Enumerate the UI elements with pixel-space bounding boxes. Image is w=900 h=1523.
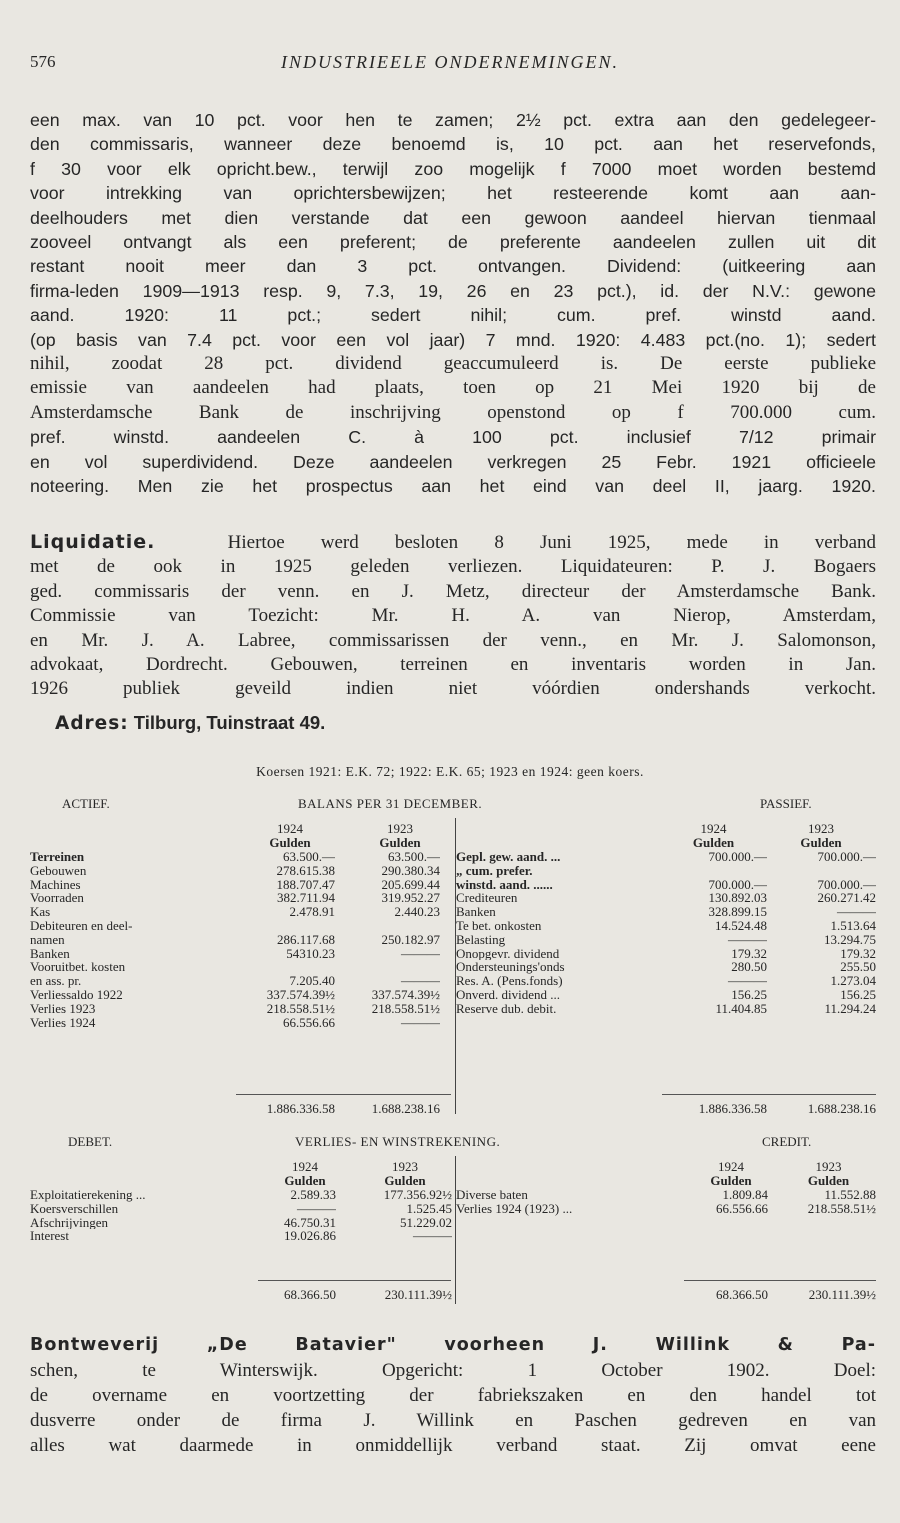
row-label: Interest	[30, 1229, 69, 1244]
text-line: noteering. Men zie het prospectus aan het eind van deel II, jaarg. 1920.	[30, 476, 876, 497]
text-line: en Mr. J. A. Labree, commissarissen der venn., en Mr. J. Salomonson,	[30, 629, 876, 651]
row-label: Machines	[30, 877, 81, 892]
row-value: 280.50	[731, 960, 767, 975]
row-value: 11.294.24	[824, 1001, 876, 1016]
total-credit-1924: 68.366.50	[716, 1287, 768, 1302]
page-header	[30, 52, 870, 78]
text-line: den commissaris, wanneer deze benoemd is, 10 pct. aan het reservefonds,	[30, 134, 876, 155]
year-header: 1924	[718, 1159, 744, 1174]
balans-actief-column	[30, 822, 456, 1029]
text-line: de overname en voortzetting der fabriekszaken en den handel tot	[30, 1385, 876, 1406]
row-label: Exploitatierekening ...	[30, 1188, 146, 1202]
row-value: 700.000.—	[708, 850, 767, 864]
company-heading: Bontweverij „De Batavier" voorheen J. Willink & Pa-	[30, 1335, 876, 1355]
row-label: Verlies 1924 (1923) ...	[456, 1201, 573, 1216]
row-label: Banken	[456, 905, 496, 919]
row-label: Diverse baten	[456, 1188, 528, 1202]
unit-header: Gulden	[800, 835, 842, 850]
row-value: 255.50	[840, 960, 876, 975]
table-row	[456, 905, 876, 919]
table-row	[30, 974, 456, 988]
table-row	[30, 919, 456, 933]
year-header: 1923	[815, 1159, 842, 1174]
unit-header: Gulden	[384, 1173, 426, 1188]
row-value: 337.574.39½	[371, 987, 440, 1002]
unit-header: Gulden	[807, 1173, 850, 1188]
row-value: 1.809.84	[722, 1188, 768, 1202]
row-label: Debiteuren en deel-	[30, 918, 133, 933]
row-label: Koersverschillen	[30, 1201, 119, 1216]
balans-title: BALANS PER 31 DECEMBER.	[298, 796, 483, 811]
row-label: Reserve dub. debit.	[456, 1001, 557, 1016]
row-label: Vooruitbet. kosten	[30, 960, 126, 975]
table-row	[456, 878, 876, 892]
table-row	[30, 960, 456, 974]
text-line: 1926 publiek geveild indien niet vóórdien ondershands verkocht.	[30, 678, 876, 700]
table-row	[456, 1002, 876, 1016]
row-label: „ cum. prefer.	[456, 863, 533, 878]
wv-right-title: CREDIT.	[762, 1134, 812, 1149]
row-value: 700.000.—	[817, 877, 876, 892]
table-row	[30, 891, 456, 905]
row-value: 66.556.66	[716, 1201, 768, 1216]
row-label: Ondersteunings'onds	[456, 960, 565, 975]
balans-divider	[455, 818, 456, 1114]
koersen-line: Koersen 1921: E.K. 72; 1922: E.K. 65; 1923 en 1924: geen koers.	[256, 764, 644, 779]
running-title: INDUSTRIEELE ONDERNEMINGEN.	[281, 52, 619, 72]
wv-left-title: DEBET.	[68, 1134, 113, 1149]
row-value: 156.25	[840, 987, 876, 1002]
text-line: pref. winstd. aandeelen C. à 100 pct. inclusief 7/12 primair	[30, 427, 876, 448]
row-value: 14.524.48	[715, 918, 767, 933]
row-label: Te bet. onkosten	[456, 918, 542, 933]
table-row	[456, 974, 876, 988]
text-line: deelhouders met dien verstande dat een gewoon aandeel hiervan tienmaal	[30, 207, 876, 228]
row-value: 2.589.33	[290, 1188, 336, 1202]
text-line: zooveel ontvangt als een preferent; de preferente aandeelen zullen uit dit	[30, 232, 876, 253]
row-value: ———	[837, 905, 876, 919]
credit-rows	[456, 1188, 876, 1216]
row-value: 130.892.03	[708, 891, 767, 906]
table-row	[456, 919, 876, 933]
row-value: 205.699.44	[381, 877, 440, 892]
year-header: 1923	[392, 1159, 418, 1174]
row-value: 260.271.42	[817, 891, 876, 906]
table-row	[30, 1202, 456, 1216]
row-value: 700.000.—	[817, 850, 876, 864]
text-line: alles wat daarmede in onmiddellijk verband staat. Zij omvat eene	[30, 1435, 876, 1456]
row-value: 1.273.04	[830, 974, 876, 988]
table-row	[456, 1202, 876, 1216]
table-row	[30, 1016, 456, 1030]
text-line	[30, 530, 876, 555]
table-row	[30, 1002, 456, 1016]
text-line: met de ook in 1925 geleden verliezen. Liquidateuren: P. J. Bogaers	[30, 556, 876, 578]
table-row	[456, 988, 876, 1002]
paragraph-dividend	[30, 108, 876, 499]
total-rule	[684, 1280, 876, 1281]
row-value: 51.229.02	[400, 1215, 452, 1230]
table-row	[30, 1188, 456, 1202]
table-row	[456, 1188, 876, 1202]
row-label: Afschrijvingen	[30, 1215, 108, 1230]
row-value: 290.380.34	[381, 863, 440, 878]
liquidatie-text: Hiertoe werd besloten 8 Juni 1925, mede in verband	[227, 532, 877, 553]
row-label: winstd. aand. ......	[456, 877, 553, 892]
text-line: restant nooit meer dan 3 pct. ontvangen. Dividend: (uitkeering aan	[30, 256, 876, 277]
table-row	[456, 864, 876, 878]
row-label: Res. A. (Pens.fonds)	[456, 974, 563, 988]
total-debet-1923: 230.111.39½	[384, 1287, 452, 1302]
balans-passief-column	[456, 822, 876, 1016]
total-debet-1924: 68.366.50	[284, 1287, 336, 1302]
address-line	[55, 712, 325, 734]
table-row	[30, 947, 456, 961]
row-value: 46.750.31	[284, 1215, 336, 1230]
row-value: 319.952.27	[381, 891, 440, 906]
row-label: Voorraden	[30, 891, 84, 906]
table-row	[30, 988, 456, 1002]
total-passief-1923: 1.688.238.16	[807, 1101, 876, 1116]
row-value: 382.711.94	[276, 891, 335, 906]
row-value: 66.556.66	[283, 1015, 335, 1030]
total-actief-1923: 1.688.238.16	[371, 1101, 440, 1116]
text-line: en vol superdividend. Deze aandeelen verkregen 25 Febr. 1921 officieele	[30, 451, 876, 472]
table-row	[456, 960, 876, 974]
row-value: 11.404.85	[715, 1001, 767, 1016]
row-value: 156.25	[731, 987, 767, 1002]
year-header: 1924	[700, 821, 727, 836]
row-value: 218.558.51½	[266, 1001, 335, 1016]
text-line: nihil, zoodat 28 pct. dividend geaccumuleerd is. De eerste publieke	[30, 353, 876, 375]
row-value: 63.500.—	[388, 850, 440, 864]
text-line: advokaat, Dordrecht. Gebouwen, terreinen en inventaris worden in Jan.	[30, 654, 876, 676]
text-line: Commissie van Toezicht: Mr. H. A. van Nierop, Amsterdam,	[30, 605, 876, 627]
row-value: ———	[401, 1015, 440, 1030]
row-value: ———	[728, 974, 767, 988]
total-rule	[662, 1094, 876, 1095]
row-value: 7.205.40	[289, 974, 335, 988]
unit-header: Gulden	[379, 835, 421, 850]
debet-rows	[30, 1188, 456, 1243]
row-value: 11.552.88	[824, 1188, 876, 1202]
row-value: 2.478.91	[289, 905, 335, 919]
paragraph-next-company	[30, 1333, 876, 1458]
table-row	[456, 850, 876, 864]
table-row	[30, 933, 456, 947]
row-value: 19.026.86	[284, 1229, 336, 1244]
total-passief-1924: 1.886.336.58	[698, 1101, 767, 1116]
address-value: Tilburg, Tuinstraat 49.	[133, 712, 326, 733]
paragraph-liquidatie	[30, 530, 876, 702]
table-row	[456, 891, 876, 905]
row-value: ———	[297, 1201, 336, 1216]
table-row	[30, 878, 456, 892]
row-value: 177.356.92½	[383, 1188, 452, 1202]
row-label: Gepl. gew. aand. ...	[456, 850, 561, 864]
row-value: 1.513.64	[830, 918, 876, 933]
actief-rows	[30, 850, 456, 1029]
table-row	[456, 933, 876, 947]
row-label: Gebouwen	[30, 863, 87, 878]
page-number: 576	[30, 52, 56, 71]
row-label: namen	[30, 932, 65, 947]
row-value: 278.615.38	[276, 863, 335, 878]
row-value: 54310.23	[286, 946, 335, 961]
row-value: 179.32	[731, 946, 767, 961]
table-row	[30, 1216, 456, 1230]
balans-left-title: ACTIEF.	[62, 796, 110, 811]
row-label: Onopgevr. dividend	[456, 946, 560, 961]
text-line: dusverre onder de firma J. Willink en Paschen gedreven en van	[30, 1410, 876, 1431]
address-label: Adres:	[55, 713, 129, 734]
text-line: een max. van 10 pct. voor hen te zamen; 2½ pct. extra aan den gedelegeer-	[30, 110, 876, 130]
unit-header: Gulden	[692, 835, 735, 850]
text-line: (op basis van 7.4 pct. voor een vol jaar) 7 mnd. 1920: 4.483 pct.(no. 1); sedert	[30, 329, 876, 350]
row-label: Kas	[30, 905, 51, 919]
year-header: 1924	[292, 1159, 318, 1174]
liquidatie-heading: Liquidatie.	[30, 531, 156, 553]
row-label: Belasting	[456, 932, 506, 947]
row-value: 13.294.75	[824, 932, 876, 947]
row-label: en ass. pr.	[30, 974, 82, 988]
text-line: firma-leden 1909—1913 resp. 9, 7.3, 19, 26 en 23 pct.), id. der N.V.: gewone	[30, 280, 876, 301]
text-line: ged. commissaris der venn. en J. Metz, directeur der Amsterdamsche Bank.	[30, 580, 876, 602]
text-line: schen, te Winterswijk. Opgericht: 1 October 1902. Doel:	[30, 1360, 876, 1381]
total-rule	[236, 1094, 451, 1095]
table-row	[30, 905, 456, 919]
table-row	[30, 850, 456, 864]
row-value: 700.000.—	[708, 877, 767, 892]
balans-right-title: PASSIEF.	[760, 796, 812, 811]
row-value: 63.500.—	[283, 850, 335, 864]
row-value: 218.558.51½	[807, 1201, 876, 1216]
wv-title: VERLIES- EN WINSTREKENING.	[295, 1134, 501, 1149]
row-label: Terreinen	[30, 850, 85, 864]
text-line: f 30 voor elk opricht.bew., terwijl zoo mogelijk f 7000 moet worden bestemd	[30, 158, 876, 179]
row-label: Verliessaldo 1922	[30, 987, 123, 1002]
row-value: ———	[413, 1229, 452, 1244]
table-row	[30, 864, 456, 878]
unit-header: Gulden	[284, 1173, 326, 1188]
wv-credit-column	[456, 1160, 876, 1216]
row-value: 179.32	[840, 946, 876, 961]
year-header: 1924	[277, 821, 303, 836]
passief-rows	[456, 850, 876, 1016]
table-row	[30, 1229, 456, 1243]
row-value: 2.440.23	[394, 905, 440, 919]
wv-debet-column	[30, 1160, 456, 1243]
total-actief-1924: 1.886.336.58	[266, 1101, 335, 1116]
year-header: 1923	[387, 821, 413, 836]
wv-divider	[455, 1156, 456, 1304]
row-label: Verlies 1923	[30, 1001, 96, 1016]
text-line: aand. 1920: 11 pct.; sedert nihil; cum. pref. winstd aand.	[30, 305, 876, 326]
row-value: ———	[401, 946, 440, 961]
row-label: Crediteuren	[456, 891, 518, 906]
row-value: 1.525.45	[406, 1201, 452, 1216]
text-line: Amsterdamsche Bank de inschrijving openstond op f 700.000 cum.	[30, 401, 876, 423]
table-row	[456, 947, 876, 961]
row-value: ———	[728, 932, 767, 947]
text-line: voor intrekking van oprichtersbewijzen; het resteerende komt aan aan-	[30, 183, 876, 204]
text-line: emissie van aandeelen had plaats, toen op 21 Mei 1920 bij de	[30, 377, 876, 399]
row-value: 218.558.51½	[371, 1001, 440, 1016]
row-value: ———	[401, 974, 440, 988]
row-value: 328.899.15	[708, 905, 767, 919]
row-label: Onverd. dividend ...	[456, 987, 560, 1002]
year-header: 1923	[808, 821, 834, 836]
unit-header: Gulden	[269, 835, 311, 850]
row-value: 286.117.68	[276, 932, 335, 947]
row-value: 337.574.39½	[266, 987, 335, 1002]
total-credit-1923: 230.111.39½	[808, 1287, 876, 1302]
row-value: 250.182.97	[381, 932, 440, 947]
row-label: Verlies 1924	[30, 1015, 96, 1030]
row-label: Banken	[30, 946, 70, 961]
total-rule	[258, 1280, 451, 1281]
unit-header: Gulden	[710, 1173, 752, 1188]
row-value: 188.707.47	[276, 877, 335, 892]
